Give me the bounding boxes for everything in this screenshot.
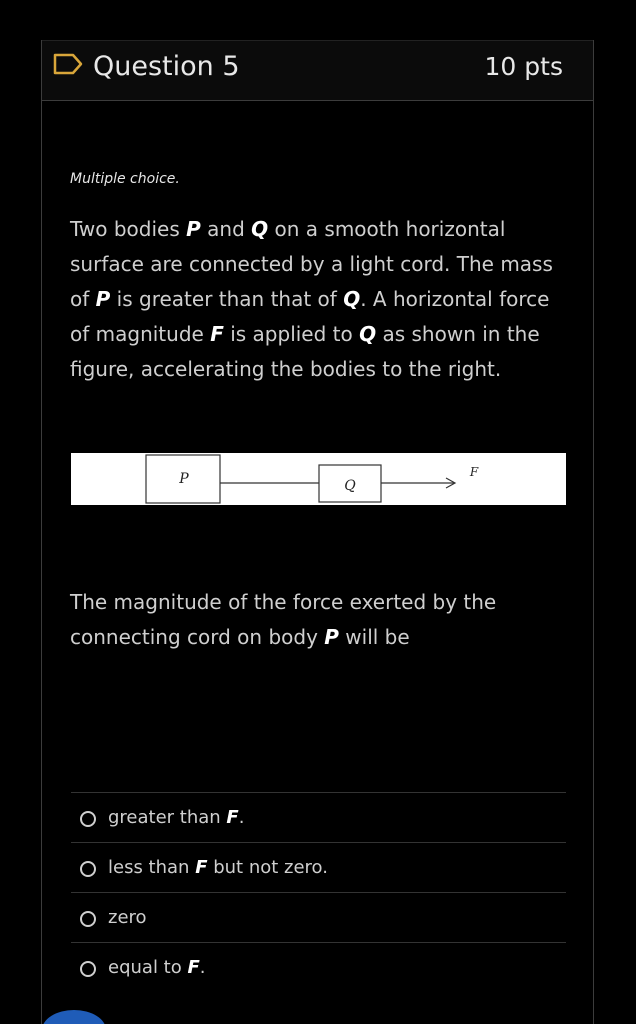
var-q: Q: [359, 322, 377, 346]
var-q: Q: [343, 287, 361, 311]
var-p: P: [186, 217, 201, 241]
radio-button[interactable]: [80, 861, 96, 877]
question-figure: [71, 453, 566, 505]
var-f: F: [210, 322, 224, 346]
radio-button[interactable]: [80, 811, 96, 827]
answer-label[interactable]: zero: [108, 907, 147, 928]
figure-diagram: [71, 453, 566, 505]
answer-label[interactable]: greater than F.: [108, 807, 245, 828]
question-points: 10 pts: [484, 52, 563, 81]
question-title: Question 5: [93, 51, 240, 82]
question-prompt: The magnitude of the force exerted by the connecting cord on body P will be: [70, 590, 497, 649]
answer-label[interactable]: equal to F.: [108, 957, 206, 978]
answer-option[interactable]: [71, 842, 566, 892]
var-p: P: [324, 625, 339, 649]
question-stem: Two bodies P and Q on a smooth horizontal surface are connected by a light cord. The mass of P is greater than that of Q. A horizontal force of magnitude F is applied to Q as shown in the figure, accelerating the bodies to the right.: [70, 217, 553, 381]
question-card: [41, 40, 594, 1024]
force-label: F: [469, 465, 479, 479]
body-p-label: P: [179, 471, 189, 487]
question-header: [42, 40, 593, 101]
var-p: P: [95, 287, 111, 311]
body-q-label: Q: [344, 478, 356, 494]
answer-option[interactable]: [71, 792, 566, 842]
var-q: Q: [251, 217, 269, 241]
answer-option[interactable]: [71, 942, 566, 992]
radio-button[interactable]: [80, 911, 96, 927]
radio-button[interactable]: [80, 961, 96, 977]
answer-option[interactable]: [71, 892, 566, 942]
answer-list: [71, 792, 566, 992]
answer-label[interactable]: less than F but not zero.: [108, 857, 328, 878]
flag-icon[interactable]: [53, 53, 83, 75]
question-type-label: Multiple choice.: [70, 171, 180, 187]
